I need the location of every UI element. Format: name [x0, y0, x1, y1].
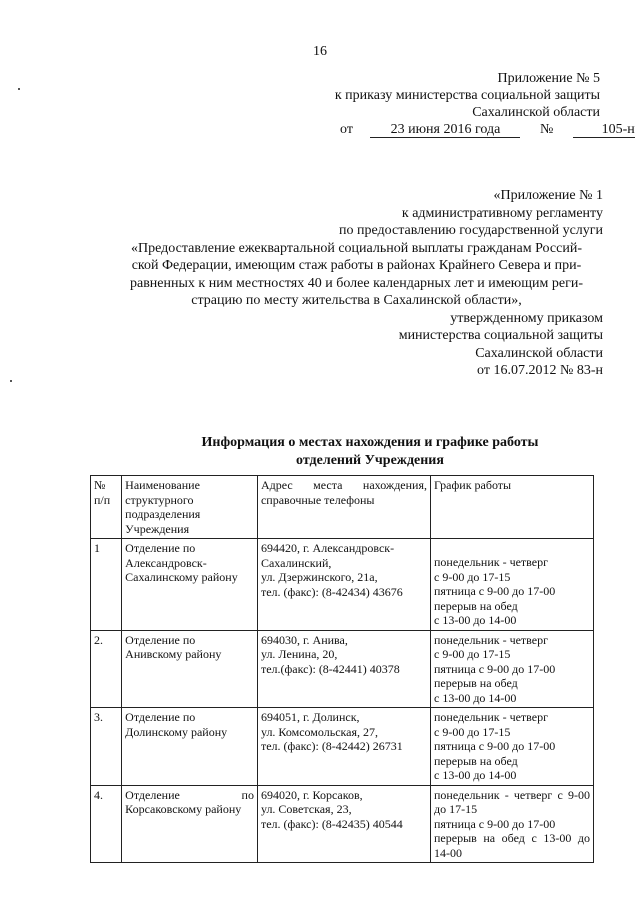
order-header-line-1: Приложение № 5 [497, 71, 600, 86]
service-name-line-3: равненных к ним местностях 40 и более календарных лет и имеющим реги- [129, 275, 584, 291]
order-header [180, 70, 600, 121]
address-line: 694030, г. Анива, [260, 632, 348, 647]
address-line: ул. Комсомольская, 27, [260, 724, 379, 739]
approved-line-2: министерства социальной защиты [398, 328, 603, 343]
schedule-line: с 9-00 до 17-15 [434, 647, 511, 661]
approved-line-4: от 16.07.2012 № 83-н [477, 363, 603, 378]
address-line: тел.(факс): (8-42441) 40378 [260, 661, 400, 676]
appendix-reference [110, 187, 603, 380]
header-schedule: График работы [431, 476, 594, 539]
row-address [257, 539, 430, 631]
address-line: ул. Советская, 23, [260, 802, 352, 816]
approved-line-3: Сахалинской области [475, 345, 603, 361]
row-address [257, 785, 430, 863]
offices-table [90, 475, 594, 863]
table-row [91, 539, 594, 631]
page-number: 16 [313, 44, 327, 59]
schedule-line: с 13-00 до 14-00 [434, 690, 517, 705]
schedule-line: с 9-00 до 17-15 [434, 569, 511, 584]
header-name: Наименование структурного подразделения Учреждения [122, 476, 258, 539]
schedule-line: с 13-00 до 14-00 [434, 768, 517, 782]
row-number: 3. [91, 708, 122, 786]
appendix-line-3: по предоставлению государственной услуги [339, 223, 603, 238]
schedule-line: перерыв на обед [434, 753, 518, 768]
row-office-name: Отделение по Анивскому району [122, 630, 258, 708]
row-number: 2. [91, 630, 122, 708]
section-title-line-2: отделений Учреждения [296, 453, 444, 468]
schedule-line: понедельник - четверг [434, 555, 549, 569]
header-address: Адрес места нахождения, справочные телефоны [257, 476, 430, 539]
row-address [257, 708, 430, 786]
table-row [91, 785, 594, 863]
row-address [257, 630, 430, 708]
schedule-line: понедельник - четверг [434, 710, 549, 724]
row-schedule [431, 539, 594, 631]
row-office-name: Отделение по Корсаковскому району [122, 785, 258, 863]
order-number: 105-н [573, 123, 635, 138]
table-row [91, 708, 594, 786]
row-schedule [431, 708, 594, 786]
scan-speck [10, 380, 12, 382]
schedule-line: перерыв на обед с 13-00 до 14-00 [434, 831, 590, 860]
schedule-line: перерыв на обед [434, 598, 518, 613]
row-number: 4. [91, 785, 122, 863]
schedule-line: понедельник - четверг [434, 632, 549, 647]
appendix-line-1: «Приложение № 1 [493, 188, 603, 203]
schedule-line: с 13-00 до 14-00 [434, 613, 517, 627]
address-line: тел. (факс): (8-42434) 43676 [260, 584, 403, 599]
service-name-line-1: «Предоставление ежеквартальной социальной выплаты гражданам Россий- [131, 240, 582, 256]
row-schedule [431, 630, 594, 708]
schedule-line: пятница с 9-00 до 17-00 [434, 584, 556, 598]
approved-line-1: утвержденному приказом [450, 310, 603, 326]
address-line: ул. Дзержинского, 21а, [260, 570, 378, 584]
row-schedule [431, 785, 594, 863]
order-date: 23 июня 2016 года [370, 123, 520, 138]
order-number-label: № [539, 122, 554, 137]
schedule-line: с 9-00 до 17-15 [434, 724, 511, 739]
table-header-row [91, 476, 594, 539]
service-name-line-2: ской Федерации, имеющим стаж работы в районах Крайнего Севера и при- [131, 258, 582, 273]
schedule-line: перерыв на обед [434, 676, 518, 690]
order-header-line-3: Сахалинской области [472, 105, 600, 120]
row-number: 1 [91, 539, 122, 631]
row-office-name: Отделение по Александровск-Сахалинскому району [122, 539, 258, 631]
schedule-line: пятница с 9-00 до 17-00 [434, 661, 556, 676]
address-line: ул. Ленина, 20, [260, 647, 338, 661]
order-header-line-2: к приказу министерства социальной защиты [334, 88, 600, 103]
order-from-label: от [340, 122, 353, 137]
schedule-line: понедельник - четверг с 9-00 до 17-15 [434, 787, 590, 816]
table-row [91, 630, 594, 708]
schedule-line: пятница с 9-00 до 17-00 [434, 739, 556, 753]
address-line: 694020, г. Корсаков, [260, 787, 363, 802]
appendix-line-2: к административному регламенту [401, 205, 603, 221]
header-number: № п/п [91, 476, 122, 539]
section-title [180, 434, 560, 470]
row-office-name: Отделение по Долинскому району [122, 708, 258, 786]
section-title-line-1: Информация о местах нахождения и графике работы [201, 435, 539, 450]
address-line: 694051, г. Долинск, [260, 710, 360, 724]
schedule-line: пятница с 9-00 до 17-00 [434, 816, 556, 831]
address-line: 694420, г. Александровск-Сахалинский, [260, 541, 395, 570]
address-line: тел. (факс): (8-42435) 40544 [260, 816, 403, 831]
order-date-number-line [340, 122, 635, 138]
address-line: тел. (факс): (8-42442) 26731 [260, 739, 403, 753]
service-name-line-4: страцию по месту жительства в Сахалинской области», [191, 293, 522, 308]
scan-speck [18, 88, 20, 90]
